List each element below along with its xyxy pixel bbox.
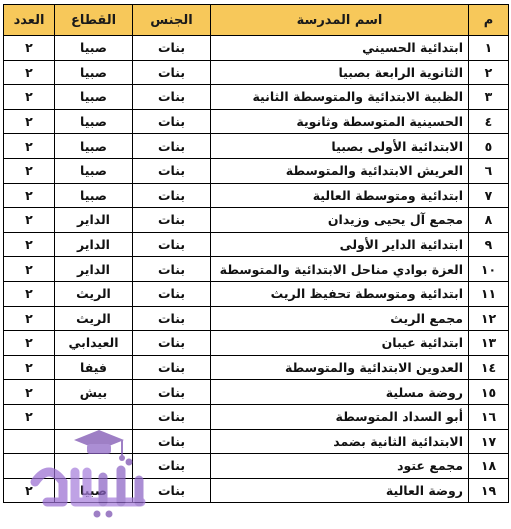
- count-cell: ٢: [4, 109, 55, 134]
- column-header-gender: الجنس: [133, 5, 211, 36]
- count-cell: ٢: [4, 158, 55, 183]
- gender-cell: بنات: [133, 85, 211, 110]
- row-number-cell: ٩: [469, 232, 509, 257]
- count-cell: [4, 429, 55, 454]
- school-name-cell: مجمع عتود: [211, 454, 469, 479]
- row-number-cell: ١٨: [469, 454, 509, 479]
- table-row: [4, 281, 509, 306]
- count-cell: ٢: [4, 60, 55, 85]
- count-cell: ٢: [4, 306, 55, 331]
- count-cell: [4, 454, 55, 479]
- gender-cell: بنات: [133, 404, 211, 429]
- page: [3, 4, 508, 503]
- count-cell: ٢: [4, 331, 55, 356]
- column-header-sector: القطاع: [55, 5, 133, 36]
- gender-cell: بنات: [133, 380, 211, 405]
- row-number-cell: ١٥: [469, 380, 509, 405]
- table-row: [4, 158, 509, 183]
- sector-cell: الداير: [55, 208, 133, 233]
- gender-cell: بنات: [133, 355, 211, 380]
- row-number-cell: ١٤: [469, 355, 509, 380]
- sector-cell: [55, 454, 133, 479]
- school-name-cell: ابتدائية عيبان: [211, 331, 469, 356]
- gender-cell: بنات: [133, 281, 211, 306]
- count-cell: ٢: [4, 183, 55, 208]
- school-name-cell: العزة بوادي مناحل الابتدائية والمتوسطة: [211, 257, 469, 282]
- count-cell: ٢: [4, 85, 55, 110]
- school-name-cell: أبو السداد المتوسطة: [211, 404, 469, 429]
- gender-cell: بنات: [133, 36, 211, 61]
- count-cell: ٢: [4, 257, 55, 282]
- school-name-cell: ابتدائية الحسيني: [211, 36, 469, 61]
- table-row: [4, 232, 509, 257]
- row-number-cell: ١: [469, 36, 509, 61]
- column-header-name: اسم المدرسة: [211, 5, 469, 36]
- table-row: [4, 85, 509, 110]
- school-name-cell: الثانوية الرابعة بصبيا: [211, 60, 469, 85]
- gender-cell: بنات: [133, 306, 211, 331]
- sector-cell: الريث: [55, 281, 133, 306]
- table-row: [4, 183, 509, 208]
- table-row: [4, 380, 509, 405]
- school-name-cell: مجمع الريث: [211, 306, 469, 331]
- row-number-cell: ١٠: [469, 257, 509, 282]
- school-name-cell: روضة العالية: [211, 478, 469, 503]
- school-name-cell: ابتدائية الداير الأولى: [211, 232, 469, 257]
- sector-cell: صبيا: [55, 85, 133, 110]
- sector-cell: صبيا: [55, 158, 133, 183]
- count-cell: ٢: [4, 281, 55, 306]
- school-name-cell: روضة مسلية: [211, 380, 469, 405]
- gender-cell: بنات: [133, 478, 211, 503]
- gender-cell: بنات: [133, 208, 211, 233]
- schools-table: [3, 4, 509, 503]
- sector-cell: الريث: [55, 306, 133, 331]
- school-name-cell: الابتدائية الثانية بضمد: [211, 429, 469, 454]
- row-number-cell: ١٧: [469, 429, 509, 454]
- count-cell: ٢: [4, 478, 55, 503]
- sector-cell: الداير: [55, 232, 133, 257]
- sector-cell: صبيا: [55, 109, 133, 134]
- gender-cell: بنات: [133, 158, 211, 183]
- sector-cell: فيفا: [55, 355, 133, 380]
- row-number-cell: ١٦: [469, 404, 509, 429]
- count-cell: ٢: [4, 134, 55, 159]
- table-row: [4, 454, 509, 479]
- school-name-cell: ابتدائية ومتوسطة العالية: [211, 183, 469, 208]
- count-cell: ٢: [4, 404, 55, 429]
- sector-cell: صبيا: [55, 478, 133, 503]
- sector-cell: [55, 404, 133, 429]
- sector-cell: صبيا: [55, 60, 133, 85]
- table-row: [4, 306, 509, 331]
- school-name-cell: مجمع آل يحيى وزيدان: [211, 208, 469, 233]
- row-number-cell: ٣: [469, 85, 509, 110]
- row-number-cell: ٦: [469, 158, 509, 183]
- school-name-cell: الظبية الابتدائية والمتوسطة الثانية: [211, 85, 469, 110]
- column-header-num: م: [469, 5, 509, 36]
- school-name-cell: الابتدائية الأولى بصبيا: [211, 134, 469, 159]
- gender-cell: بنات: [133, 429, 211, 454]
- count-cell: ٢: [4, 232, 55, 257]
- row-number-cell: ١٢: [469, 306, 509, 331]
- row-number-cell: ٢: [469, 60, 509, 85]
- sector-cell: [55, 429, 133, 454]
- sector-cell: بيش: [55, 380, 133, 405]
- column-header-count: العدد: [4, 5, 55, 36]
- table-row: [4, 429, 509, 454]
- school-name-cell: العريش الابتدائية والمتوسطة: [211, 158, 469, 183]
- count-cell: ٢: [4, 36, 55, 61]
- table-row: [4, 257, 509, 282]
- table-row: [4, 331, 509, 356]
- row-number-cell: ١٩: [469, 478, 509, 503]
- table-row: [4, 478, 509, 503]
- gender-cell: بنات: [133, 109, 211, 134]
- school-name-cell: ابتدائية ومتوسطة تحفيظ الريث: [211, 281, 469, 306]
- table-row: [4, 109, 509, 134]
- sector-cell: العيدابي: [55, 331, 133, 356]
- sector-cell: صبيا: [55, 36, 133, 61]
- table-row: [4, 36, 509, 61]
- row-number-cell: ١١: [469, 281, 509, 306]
- table-row: [4, 208, 509, 233]
- row-number-cell: ٥: [469, 134, 509, 159]
- sector-cell: صبيا: [55, 134, 133, 159]
- count-cell: ٢: [4, 208, 55, 233]
- gender-cell: بنات: [133, 454, 211, 479]
- gender-cell: بنات: [133, 60, 211, 85]
- gender-cell: بنات: [133, 134, 211, 159]
- gender-cell: بنات: [133, 331, 211, 356]
- count-cell: ٢: [4, 355, 55, 380]
- table-row: [4, 355, 509, 380]
- table-row: [4, 404, 509, 429]
- school-name-cell: الحسينية المتوسطة وثانوية: [211, 109, 469, 134]
- row-number-cell: ٨: [469, 208, 509, 233]
- sector-cell: الداير: [55, 257, 133, 282]
- row-number-cell: ٤: [469, 109, 509, 134]
- row-number-cell: ٧: [469, 183, 509, 208]
- count-cell: ٢: [4, 380, 55, 405]
- row-number-cell: ١٣: [469, 331, 509, 356]
- header-row: [4, 5, 509, 36]
- school-name-cell: العدوين الابتدائية والمتوسطة: [211, 355, 469, 380]
- gender-cell: بنات: [133, 183, 211, 208]
- gender-cell: بنات: [133, 257, 211, 282]
- sector-cell: صبيا: [55, 183, 133, 208]
- table-row: [4, 134, 509, 159]
- gender-cell: بنات: [133, 232, 211, 257]
- table-row: [4, 60, 509, 85]
